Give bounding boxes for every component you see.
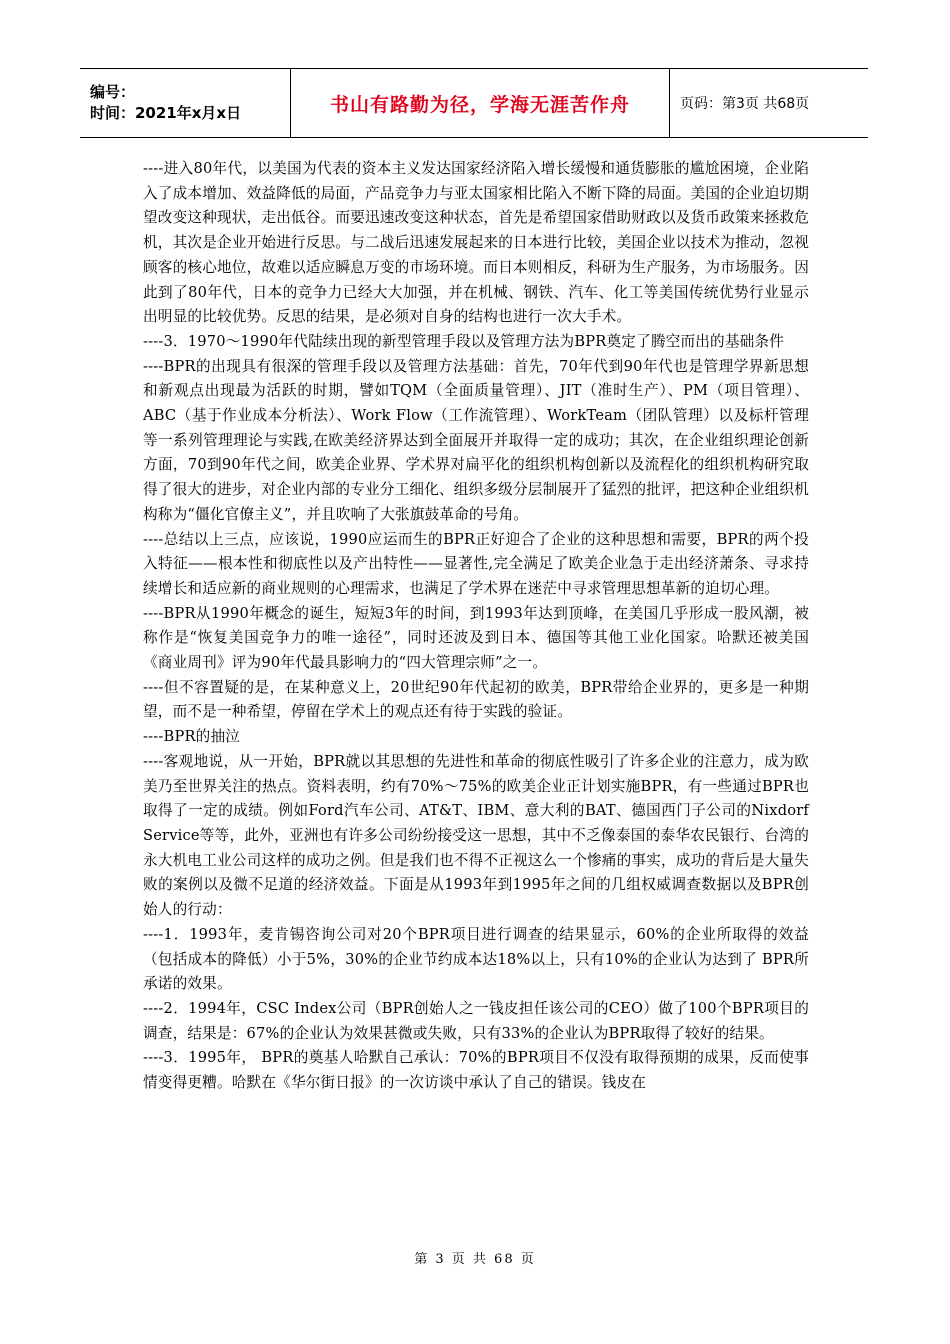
paragraph: ----BPR的出现具有很深的管理手段以及管理方法基础：首先，70年代到90年代也是管理学界新思想和新观点出现最为活跃的时期，譬如TQM（全面质量管理）、JIT（准时生产）、PM（项目管理）、ABC（基于作业成本分析法）、Work Flow（工作流管理）、WorkTeam（团队管理）以及标杆管理等一系列管理理论与实践,在欧美经济界达到全面展开并取得一定的成功；其次，在企业组织理论创新方面，70到90年代之间，欧美企业界、学术界对扁平化的组织机构创新以及流程化的组织机构研究取得了很大的进步，对企业内部的专业分工细化、组织多级分层制展开了猛烈的批评，把这种企业组织机构称为“僵化官僚主义”，并且吹响了大张旗鼓革命的号角。 bbox=[143, 357, 809, 523]
paragraph: ----客观地说，从一开始，BPR就以其思想的先进性和革命的彻底性吸引了许多企业的注意力，成为欧美乃至世界关注的热点。资料表明，约有70%～75%的欧美企业正计划实施BPR，有一些通过BPR也取得了一定的成绩。例如Ford汽车公司、AT&T、IBM、意大利的BAT、德国西门子公司的Nixdorf Service等等，此外，亚洲也有许多公司纷纷接受这一思想，其中不乏像泰国的泰华农民银行、台湾的永大机电工业公司这样的成功之例。但是我们也不得不正视这么一个惨痛的事实，成功的背后是大量失败的案例以及微不足道的经济效益。下面是从1993年到1995年之间的几组权威调查数据以及BPR创始人的行动： bbox=[143, 752, 809, 919]
section-heading: ----BPR的抽泣 bbox=[143, 728, 241, 746]
header-page-info: 页码：第3页 共68页 bbox=[680, 96, 810, 112]
document-body bbox=[143, 157, 809, 1096]
paragraph: ----3．1995年， BPR的奠基人哈默自己承认：70%的BPR项目不仅没有取得预期的成果，反而使事情变得更糟。哈默在《华尔街日报》的一次访谈中承认了自己的错误。钱皮在 bbox=[143, 1049, 809, 1092]
paragraph: ----但不容置疑的是，在某种意义上，20世纪90年代起初的欧美，BPR带给企业界的，更多是一种期望，而不是一种希望，停留在学术上的观点还有待于实践的验证。 bbox=[143, 678, 809, 721]
document-number-label: 编号： bbox=[90, 83, 136, 101]
paragraph: ----BPR从1990年概念的诞生，短短3年的时间，到1993年达到顶峰，在美国几乎形成一股风潮，被称作是“恢复美国竞争力的唯一途径”，同时还波及到日本、德国等其他工业化国家。哈默还被美国《商业周刊》评为90年代最具影响力的“四大管理宗师”之一。 bbox=[143, 604, 809, 672]
header-motto: 书山有路勤为径，学海无涯苦作舟 bbox=[291, 69, 670, 137]
paragraph: ----1．1993年，麦肯锡咨询公司对20个BPR项目进行调查的结果显示，60%的企业所取得的效益（包括成本的降低）小于5%，30%的企业节约成本达18%以上，只有10%的企业认为达到了 BPR所承诺的效果。 bbox=[143, 925, 809, 993]
paragraph: ----3．1970～1990年代陆续出现的新型管理手段以及管理方法为BPR奠定了腾空而出的基础条件 bbox=[143, 332, 785, 350]
paragraph: ----总结以上三点，应该说，1990应运而生的BPR正好迎合了企业的这种思想和需要，BPR的两个投入特征——根本性和彻底性以及产出特性——显著性,完全满足了欧美企业急于走出经济萧条、寻求持续增长和适应新的商业规则的心理需求，也满足了学术界在迷茫中寻求管理思想革新的迫切心理。 bbox=[143, 530, 809, 597]
page-header bbox=[80, 68, 868, 138]
header-left-cell bbox=[80, 69, 291, 137]
document-time-label: 时间：2021年x月x日 bbox=[90, 104, 242, 122]
paragraph: ----2．1994年，CSC Index公司（BPR创始人之一钱皮担任该公司的CEO）做了100个BPR项目的调查，结果是：67%的企业认为效果甚微或失败，只有33%的企业认为BPR取得了较好的结果。 bbox=[143, 999, 809, 1042]
paragraph: ----进入80年代，以美国为代表的资本主义发达国家经济陷入增长缓慢和通货膨胀的尴尬困境，企业陷入了成本增加、效益降低的局面，产品竞争力与亚太国家相比陷入不断下降的局面。美国的企业迫切期望改变这种现状，走出低谷。而要迅速改变这种状态，首先是希望国家借助财政以及货币政策来拯救危机，其次是企业开始进行反思。与二战后迅速发展起来的日本进行比较，美国企业以技术为推动，忽视顾客的核心地位，故难以适应瞬息万变的市场环境。而日本则相反，科研为生产服务，为市场服务。因此到了80年代，日本的竞争力已经大大加强，并在机械、钢铁、汽车、化工等美国传统优势行业显示出明显的比较优势。反思的结果，是必须对自身的结构也进行一次大手术。 bbox=[143, 160, 809, 326]
page-footer: 第 3 页 共 68 页 bbox=[414, 1252, 536, 1267]
